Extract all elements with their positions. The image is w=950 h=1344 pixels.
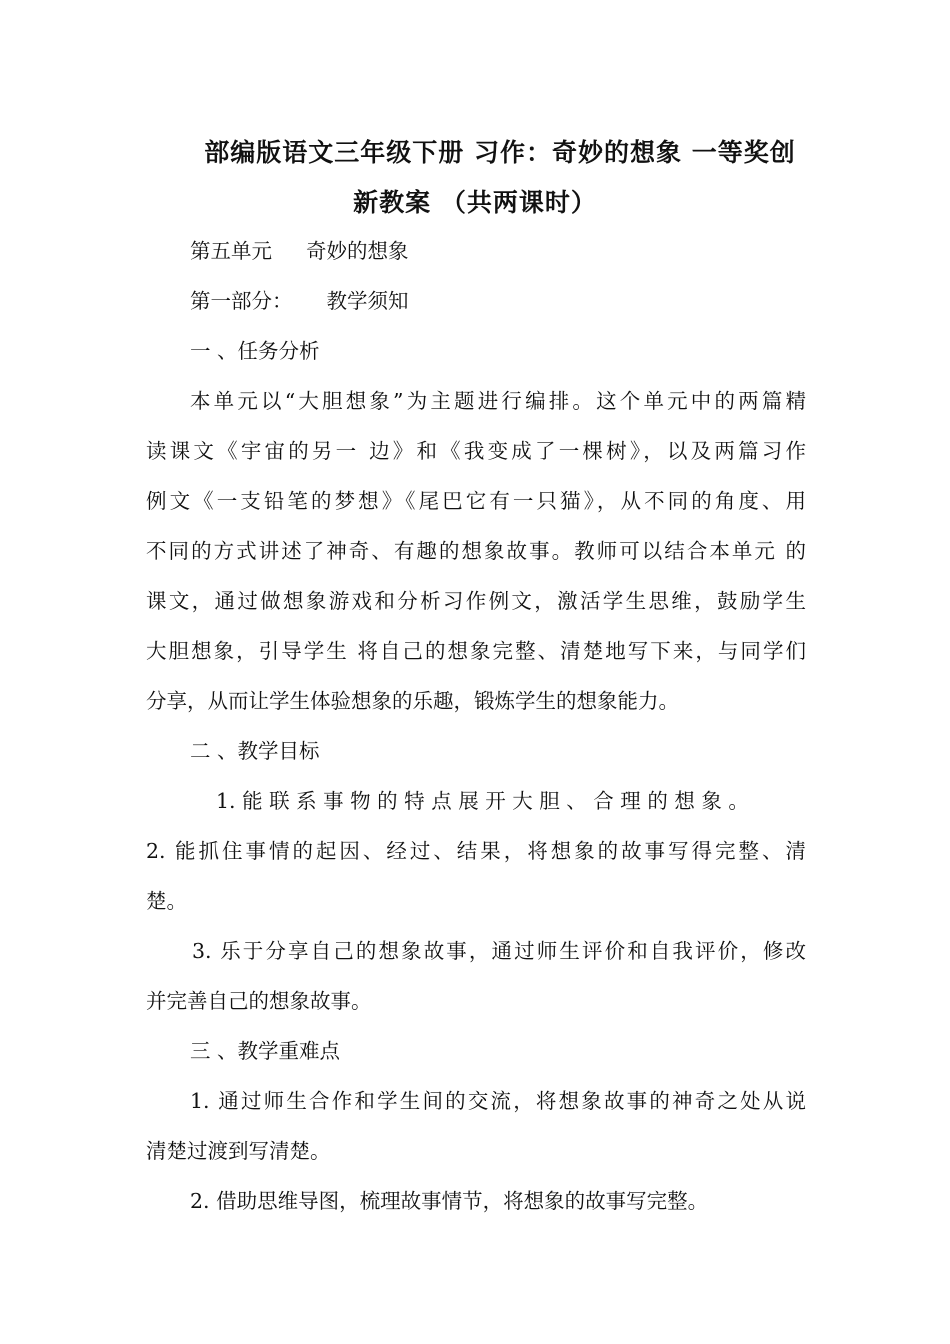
key-point-1-line-2: 清楚过渡到写清楚。	[146, 1139, 331, 1163]
section-1-line: 本单元以“大胆想象”为主题进行编排。这个单元中的两篇精	[190, 389, 806, 413]
section-1-line: 例文《一支铅笔的梦想》《尾巴它有一只猫》，从不同的角度、用	[146, 489, 806, 513]
goal-2-line-1: 2. 能抓住事情的起因、经过、结果，将想象的故事写得完整、清	[146, 839, 806, 863]
key-point-2: 2. 借助思维导图，梳理故事情节，将想象的故事写完整。	[190, 1189, 709, 1213]
part-label: 第一部分：	[190, 289, 293, 313]
unit-title: 奇妙的想象	[306, 239, 409, 263]
section-1-line: 不同的方式讲述了神奇、有趣的想象故事。教师可以结合本单元 的	[146, 539, 806, 563]
section-1-heading: 一 、任务分析	[190, 339, 320, 363]
section-1-line: 课文，通过做想象游戏和分析习作例文，激活学生思维，鼓励学生	[146, 589, 806, 613]
section-3-heading: 三 、教学重难点	[190, 1039, 341, 1063]
goal-2-line-2: 楚。	[146, 889, 187, 913]
unit-label: 第五单元	[190, 239, 272, 263]
document-title-line-1: 部编版语文三年级下册 习作：奇妙的想象 一等奖创	[204, 138, 796, 167]
section-1-line: 分享，从而让学生体验想象的乐趣，锻炼学生的想象能力。	[146, 689, 679, 713]
part-title: 教学须知	[326, 289, 409, 313]
section-1-line: 大胆想象，引导学生 将自己的想象完整、清楚地写下来，与同学们	[146, 639, 806, 663]
goal-1: 1. 能 联 系 事 物 的 特 点 展 开 大 胆 、 合 理 的 想 象 。	[216, 789, 749, 813]
goal-3-line-2: 并完善自己的想象故事。	[146, 989, 372, 1013]
key-point-1-line-1: 1. 通过师生合作和学生间的交流，将想象故事的神奇之处从说	[190, 1089, 806, 1113]
document-title-line-2: 新教案 （共两课时）	[353, 188, 597, 217]
unit-heading	[190, 234, 806, 268]
goal-3-line-1: 3. 乐于分享自己的想象故事，通过师生评价和自我评价，修改	[192, 939, 806, 963]
section-1-line: 读课文《宇宙的另一 边》和《我变成了一棵树》，以及两篇习作	[146, 439, 806, 463]
part-heading	[190, 284, 806, 318]
section-2-heading: 二 、教学目标	[190, 739, 320, 763]
